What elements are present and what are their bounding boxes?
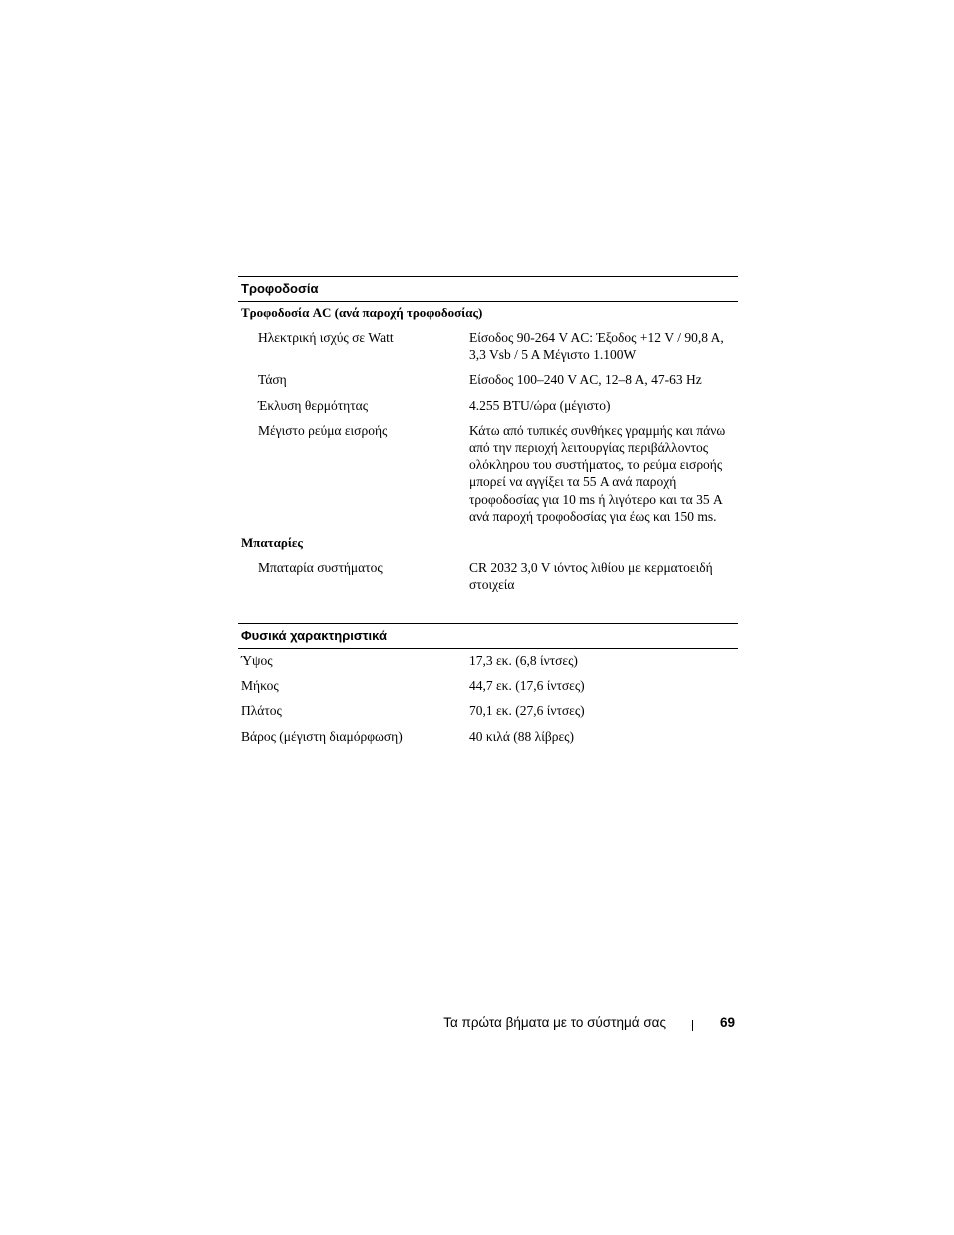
row-label: Ύψος [241, 653, 273, 668]
table-row [238, 371, 738, 388]
row-value: Είσοδος 90-264 V AC: Έξοδος +12 V / 90,8 A, 3,3 Vsb / 5 A Μέγιστο 1.100W [469, 330, 724, 363]
table-row [238, 422, 738, 525]
row-label: Πλάτος [241, 703, 282, 719]
table-row [238, 559, 738, 593]
row-value: Είσοδος 100–240 V AC, 12–8 A, 47-63 Hz [469, 372, 702, 388]
row-label: Μπαταρία συστήματος [258, 560, 383, 576]
table-row [238, 397, 738, 414]
page-footer [380, 1014, 735, 1032]
row-value: CR 2032 3,0 V ιόντος λιθίου με κερματοειδή στοιχεία [469, 560, 713, 593]
table-row [238, 677, 738, 694]
row-value: 4.255 BTU/ώρα (μέγιστο) [469, 397, 611, 413]
row-label: Μέγιστο ρεύμα εισροής [258, 422, 388, 438]
row-value: 70,1 εκ. (27,6 ίντσες) [469, 703, 585, 719]
footer-title: Τα πρώτα βήματα με το σύστημά σας [443, 1015, 666, 1030]
page-number: 69 [719, 1015, 735, 1030]
physical-header: Φυσικά χαρακτηριστικά [238, 623, 738, 649]
row-label: Τάση [258, 372, 287, 388]
row-value: 17,3 εκ. (6,8 ίντσες) [469, 653, 578, 668]
table-row [238, 652, 738, 669]
row-value: 44,7 εκ. (17,6 ίντσες) [469, 678, 585, 694]
row-label: Έκλυση θερμότητας [258, 397, 369, 413]
table-row [238, 329, 738, 363]
battery-subheading: Μπαταρίες [241, 535, 303, 551]
row-label: Μήκος [241, 678, 279, 694]
power-header: Τροφοδοσία [238, 276, 738, 302]
row-label: Βάρος (μέγιστη διαμόρφωση) [241, 728, 403, 744]
table-row [238, 728, 738, 745]
row-value: 40 κιλά (88 λίβρες) [469, 728, 574, 744]
row-value: Κάτω από τυπικές συνθήκες γραμμής και πάνω από την περιοχή λειτουργίας περιβάλλοντος ολόκληρου του συστήματος, το ρεύμα εισροής μπορεί να αγγίξει τα 55 A ανά παροχή τροφοδοσίας για 10 ms ή λιγότερο και τα 35 A ανά παροχή τροφοδοσίας για έως και 150 ms. [469, 422, 726, 524]
ac-subheading: Τροφοδοσία AC (ανά παροχή τροφοδοσίας) [241, 305, 483, 320]
physical-table [238, 623, 738, 745]
power-table [238, 276, 738, 593]
row-label: Ηλεκτρική ισχύς σε Watt [258, 330, 394, 345]
footer-separator [692, 1020, 693, 1031]
table-row [238, 702, 738, 719]
